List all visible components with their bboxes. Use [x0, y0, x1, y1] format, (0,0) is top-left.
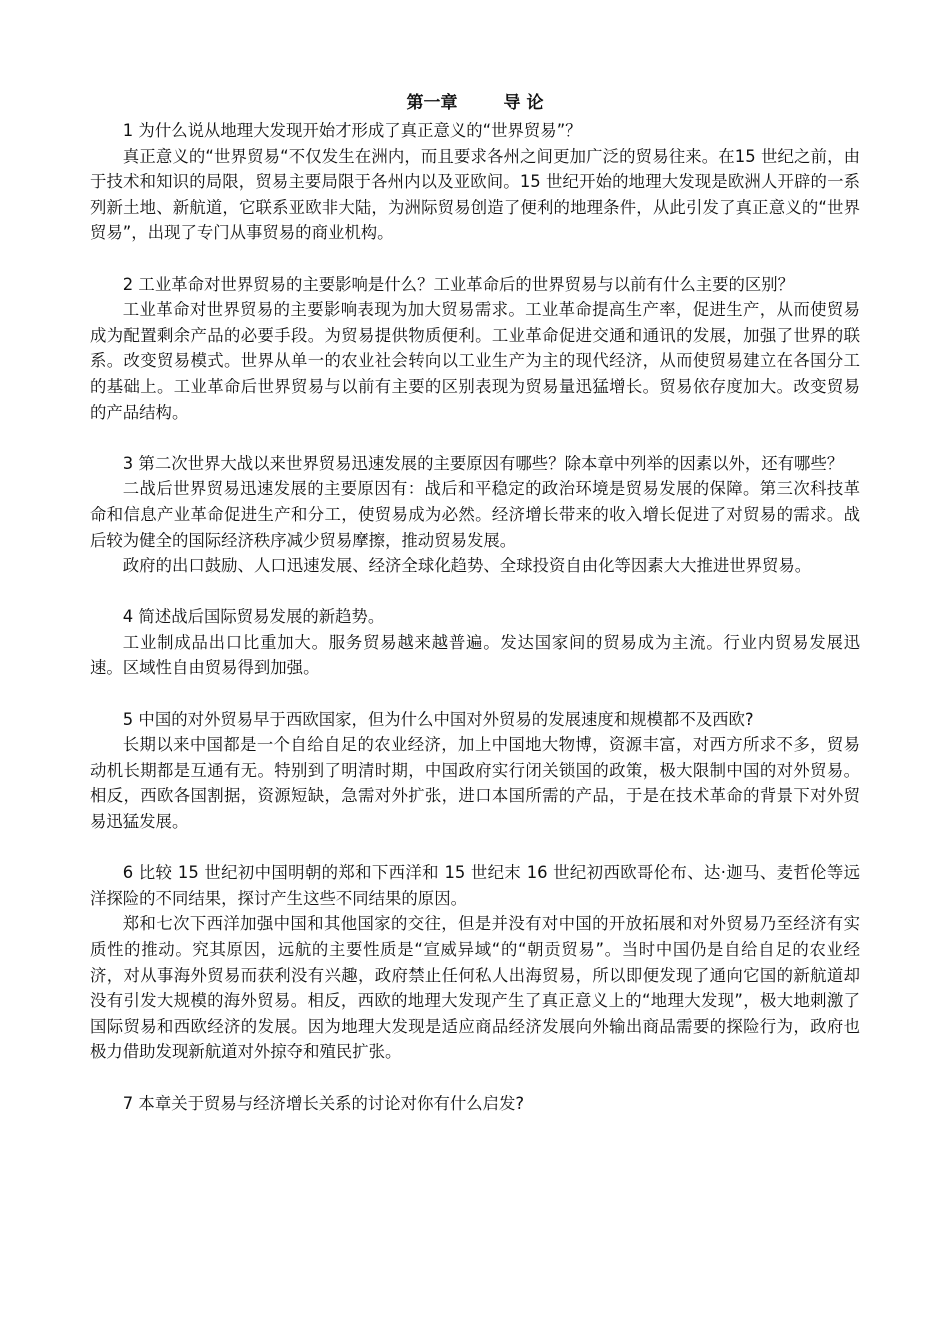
question-text: 1 为什么说从地理大发现开始才形成了真正意义的“世界贸易”？ — [122, 121, 582, 140]
qa-section-1 — [90, 118, 860, 246]
answer-paragraph: 工业制成品出口比重加大。服务贸易越来越普遍。发达国家间的贸易成为主流。行业内贸易发展迅速。区域性自由贸易得到加强。 — [90, 632, 860, 678]
question-text: 5 中国的对外贸易早于西欧国家，但为什么中国对外贸易的发展速度和规模都不及西欧? — [122, 709, 754, 729]
qa-section-6 — [90, 860, 860, 1065]
answer-paragraph: 二战后世界贸易迅速发展的主要原因有：战后和平稳定的政治环境是贸易发展的保障。第三次科技革命和信息产业革命促进生产和分工，使贸易成为必然。经济增长带来的收入增长促进了对贸易的需求。战后较为健全的国际经济秩序减少贸易摩擦，推动贸易发展。 — [90, 479, 860, 550]
question-text: 4 简述战后国际贸易发展的新趋势。 — [122, 607, 385, 627]
answer-paragraph: 工业革命对世界贸易的主要影响表现为加大贸易需求。工业革命提高生产率，促进生产，从而使贸易成为配置剩余产品的必要手段。为贸易提供物质便利。工业革命促进交通和通讯的发展，加强了世界的联系。改变贸易模式。世界从单一的农业社会转向以工业生产为主的现代经济，从而使贸易建立在各国分工的基础上。工业革命后世界贸易与以前有主要的区别表现为贸易量迅猛增长。贸易依存度加大。改变贸易的产品结构。 — [90, 300, 860, 422]
chapter-name: 导 论 — [503, 93, 544, 113]
document-page — [90, 88, 860, 1116]
qa-section-3 — [90, 451, 860, 579]
question-text: 6 比较 15 世纪初中国明朝的郑和下西洋和 15 世纪末 16 世纪初西欧哥伦布、达·迦马、麦哲伦等远洋探险的不同结果，探讨产生这些不同结果的原因。 — [90, 863, 860, 908]
answer-paragraph: 长期以来中国都是一个自给自足的农业经济，加上中国地大物博，资源丰富，对西方所求不多，贸易动机长期都是互通有无。特别到了明清时期，中国政府实行闭关锁国的政策，极大限制中国的对外贸易。相反，西欧各国割据，资源短缺，急需对外扩张，进口本国所需的产品，于是在技术革命的背景下对外贸易迅猛发展。 — [90, 735, 860, 832]
chapter-number: 第一章 — [406, 93, 458, 113]
qa-section-5 — [90, 707, 860, 835]
qa-section-7 — [90, 1091, 860, 1117]
question-text: 3 第二次世界大战以来世界贸易迅速发展的主要原因有哪些？除本章中列举的因素以外，还有哪些？ — [122, 453, 844, 473]
qa-section-2 — [90, 272, 860, 426]
qa-section-4 — [90, 604, 860, 681]
answer-paragraph: 政府的出口鼓励、人口迅速发展、经济全球化趋势、全球投资自由化等因素大大推进世界贸易。 — [122, 556, 812, 576]
answer-paragraph: 郑和七次下西洋加强中国和其他国家的交往，但是并没有对中国的开放拓展和对外贸易乃至经济有实质性的推动。究其原因，远航的主要性质是“宣威异域“的“朝贡贸易”。当时中国仍是自给自足的农业经济，对从事海外贸易而获利没有兴趣，政府禁止任何私人出海贸易，所以即便发现了通向它国的新航道却没有引发大规模的海外贸易。相反，西欧的地理大发现产生了真正意义上的“地理大发现”，极大地刺激了国际贸易和西欧经济的发展。因为地理大发现是适应商品经济发展向外输出商品需要的探险行为，政府也极力借助发现新航道对外掠夺和殖民扩张。 — [90, 914, 860, 1062]
answer-paragraph: 真正意义的“世界贸易“不仅发生在洲内，而且要求各州之间更加广泛的贸易往来。在15 世纪之前，由于技术和知识的局限，贸易主要局限于各州内以及亚欧间。15 世纪开始的地理大发现是欧洲人开辟的一系列新土地、新航道，它联系亚欧非大陆，为洲际贸易创造了便利的地理条件，从此引发了真正意义的“世界贸易”，出现了专门从事贸易的商业机构。 — [90, 146, 861, 243]
question-text: 2 工业革命对世界贸易的主要影响是什么？工业革命后的世界贸易与以前有什么主要的区别？ — [122, 274, 795, 294]
question-text: 7 本章关于贸易与经济增长关系的讨论对你有什么启发? — [122, 1093, 525, 1113]
page-title — [90, 88, 860, 118]
